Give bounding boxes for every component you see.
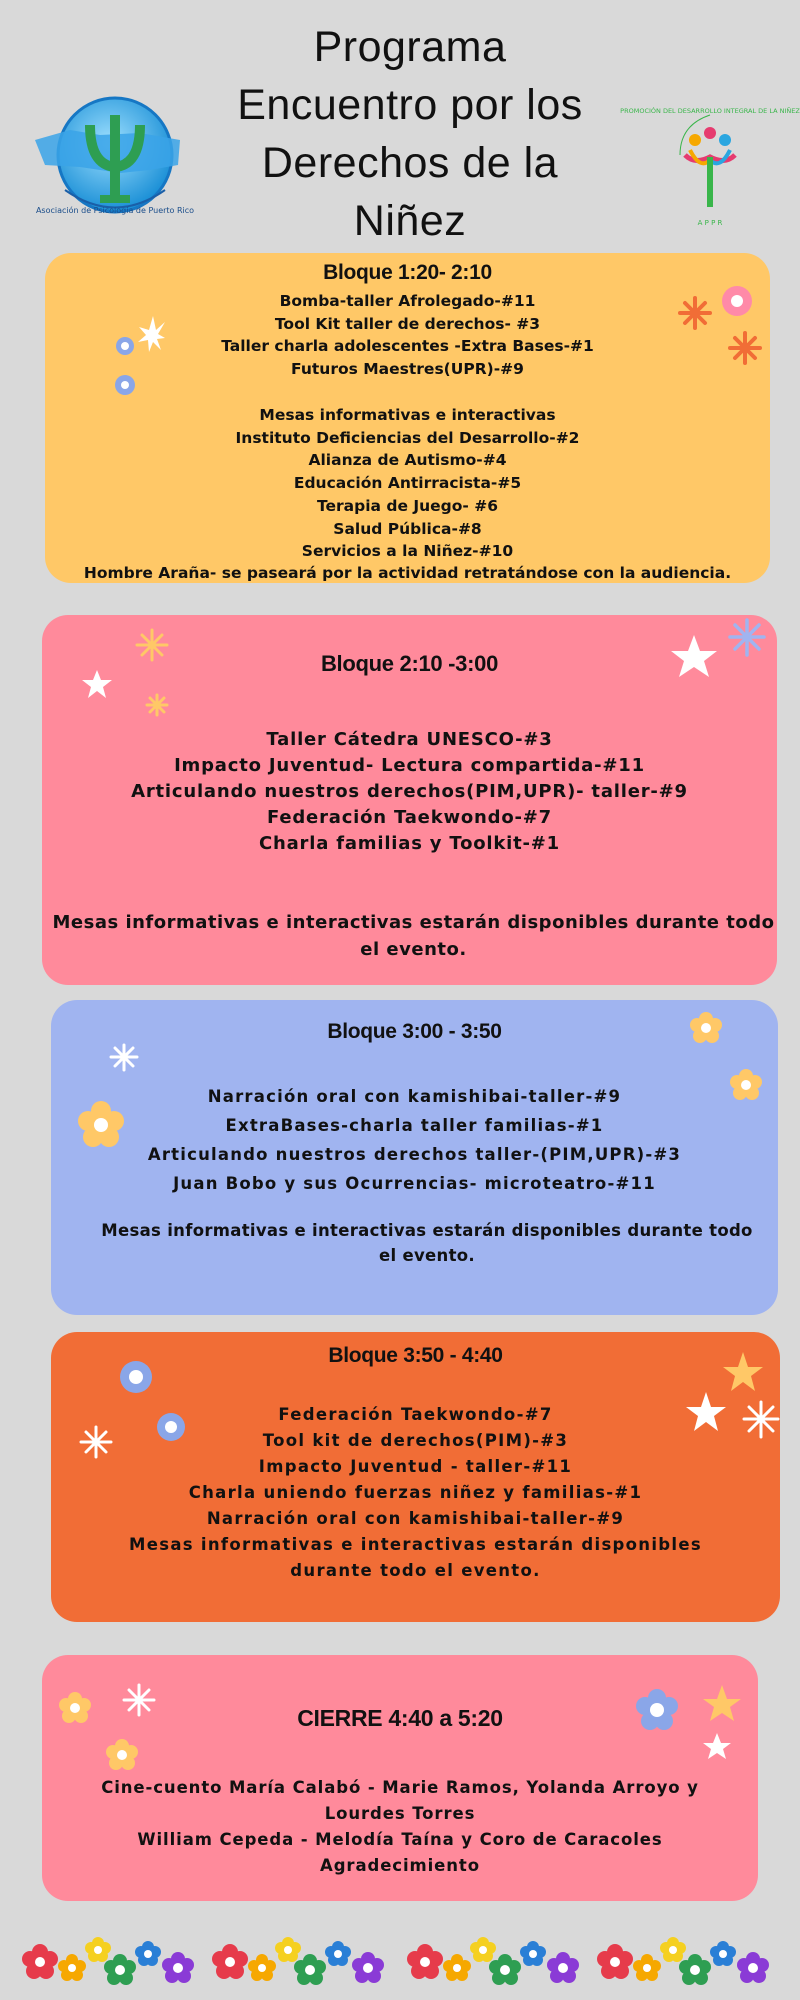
- star-decoration: [72, 625, 182, 725]
- activity-item: Impacto Juventud- Lectura compartida-#11: [174, 755, 645, 776]
- note-text: Hombre Araña- se paseará por la actividad retratándose con la audiencia.: [83, 564, 732, 582]
- activity-item: Federación Taekwondo-#7: [267, 807, 552, 828]
- block-3: [51, 1000, 778, 1315]
- activity-item: Narración oral con kamishibai-taller-#9: [207, 1087, 622, 1106]
- block-note: [91, 1218, 763, 1268]
- title-line: Derechos de la: [261, 139, 559, 187]
- block-title: Bloque 3:00 - 3:50: [327, 1020, 502, 1043]
- activity-item: Taller Cátedra UNESCO-#3: [266, 729, 553, 750]
- activity-item: Agradecimiento: [320, 1856, 480, 1875]
- activity-item: Articulando nuestros derechos taller-(PIM,UPR)-#3: [147, 1145, 682, 1164]
- activity-item: Charla uniendo fuerzas niñez y familias-#1: [188, 1483, 643, 1502]
- logo-left-text: Asociación de Psicología de Puerto Rico: [35, 206, 195, 215]
- page-title: [200, 18, 620, 250]
- title-line: Programa: [313, 23, 507, 71]
- activity-item: Taller charla adolescentes -Extra Bases-#1: [221, 337, 594, 356]
- star-decoration: [671, 1347, 781, 1457]
- block-4: [51, 1332, 780, 1622]
- flower-decoration: [47, 1670, 157, 1770]
- activity-item: Impacto Juventud - taller-#11: [258, 1457, 573, 1476]
- activity-item: Salud Pública-#8: [333, 519, 482, 538]
- block-1: [45, 253, 770, 583]
- block-title: CIERRE 4:40 a 5:20: [297, 1705, 503, 1731]
- activity-item: Tool Kit taller de derechos- #3: [274, 314, 541, 333]
- footer-flower-border: [20, 1930, 790, 1990]
- block-note: [50, 909, 777, 963]
- activity-item: Instituto Deficiencias del Desarrollo-#2: [235, 428, 580, 447]
- note-text: Mesas informativas e interactivas estarán disponibles durante todo el evento.: [52, 912, 775, 960]
- activity-item: William Cepeda - Melodía Taína y Coro de Caracoles: [137, 1830, 663, 1849]
- activity-item: Futuros Maestres(UPR)-#9: [291, 360, 524, 379]
- block-5-closing: [42, 1655, 758, 1901]
- apprr-logo: [620, 95, 800, 235]
- flower-decoration: [105, 365, 145, 405]
- logo-right-text: PROMOCIÓN DEL DESARROLLO INTEGRAL DE LA NIÑEZ: [620, 107, 800, 115]
- activity-item: Mesas informativas e interactivas estarán disponibles: [129, 1535, 702, 1554]
- activity-item: Juan Bobo y sus Ocurrencias- microteatro-#11: [173, 1174, 656, 1193]
- activity-item: durante todo el evento.: [290, 1561, 541, 1580]
- flower-decoration: [645, 263, 765, 373]
- block-title: Bloque 1:20- 2:10: [323, 261, 492, 284]
- logo-right-small: A P P R: [697, 219, 723, 227]
- activity-item: Servicios a la Niñez-#10: [301, 542, 514, 561]
- activity-item: Tool kit de derechos(PIM)-#3: [262, 1431, 569, 1450]
- activity-list: [62, 1775, 738, 1879]
- activity-item: Educación Antirracista-#5: [293, 474, 522, 493]
- activity-item: Terapia de Juego- #6: [316, 496, 499, 515]
- flower-decoration: [71, 1342, 181, 1462]
- activity-list: [42, 727, 777, 857]
- flower-decoration: [671, 1000, 771, 1110]
- activity-item: Articulando nuestros derechos(PIM,UPR)- taller-#9: [131, 781, 688, 802]
- activity-item: ExtraBases-charla taller familias-#1: [225, 1116, 604, 1135]
- activity-list: [51, 1082, 778, 1198]
- activity-item: Alianza de Autismo-#4: [308, 451, 507, 470]
- activity-item: Charla familias y Toolkit-#1: [258, 833, 560, 854]
- block-2: [42, 615, 777, 985]
- psychology-association-logo: [30, 95, 195, 225]
- title-line: Encuentro por los: [237, 81, 583, 129]
- activity-item: Bomba-taller Afrolegado-#11: [279, 292, 536, 310]
- block-title: Bloque 3:50 - 4:40: [328, 1344, 503, 1367]
- activity-item: Mesas informativas e interactivas: [259, 406, 556, 424]
- block-title: Bloque 2:10 -3:00: [320, 651, 499, 676]
- note-text: Mesas informativas e interactivas estarán disponibles durante todo el evento.: [101, 1221, 753, 1265]
- flower-decoration: [622, 1675, 752, 1775]
- star-decoration: [642, 615, 772, 695]
- activity-item: Narración oral con kamishibai-taller-#9: [206, 1509, 625, 1528]
- flower-decoration: [66, 1040, 156, 1160]
- activity-item: Federación Taekwondo-#7: [278, 1405, 553, 1424]
- title-line: Niñez: [353, 197, 467, 245]
- activity-item: Cine-cuento María Calabó - Marie Ramos, Yolanda Arroyo y Lourdes Torres: [101, 1778, 699, 1823]
- block-note: [45, 562, 770, 584]
- info-tables-list: [45, 404, 770, 563]
